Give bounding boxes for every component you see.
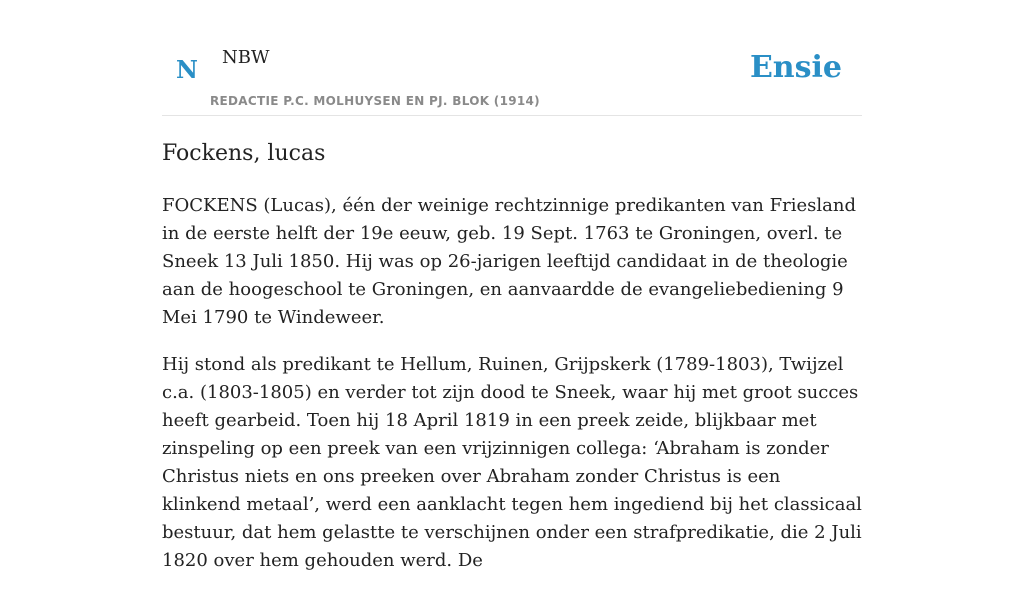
source-header bbox=[162, 0, 862, 116]
article-title: Fockens, lucas bbox=[162, 141, 326, 166]
source-subtitle: REDACTIE P.C. MOLHUYSEN EN PJ. BLOK (1914) bbox=[210, 94, 540, 108]
article-body bbox=[162, 192, 862, 594]
article-paragraph: Hij stond als predikant te Hellum, Ruinen, Grijpskerk (1789-1803), Twijzel c.a. (1803-1805) en verder tot zijn dood te Sneek, waar hij met groot succes heeft gearbeid. Toen hij 18 April 1819 in een preek zeide, blijkbaar met zinspeling op een preek van een vrijzinnigen collega: ‘Abraham is zonder Christus niets en ons preeken over Abraham zonder Christus is een klinkend metaal’, werd een aanklacht tegen hem ingediend bij het classicaal bestuur, dat hem gelastte te verschijnen onder een strafpredikatie, die 2 Juli 1820 over hem gehouden werd. De bbox=[162, 354, 862, 571]
article-paragraph: FOCKENS (Lucas), één der weinige rechtzinnige predikanten van Friesland in de eerste helft der 19e eeuw, geb. 19 Sept. 1763 te Groningen, overl. te Sneek 13 Juli 1850. Hij was op 26-jarigen leeftijd candidaat in de theologie aan de hoogeschool te Groningen, en aanvaardde de evangeliebediening 9 Mei 1790 te Windeweer. bbox=[162, 195, 856, 328]
source-name[interactable]: NBW bbox=[222, 47, 270, 68]
brand-logo[interactable]: Ensie bbox=[749, 50, 842, 85]
source-logo[interactable]: N bbox=[176, 55, 198, 84]
